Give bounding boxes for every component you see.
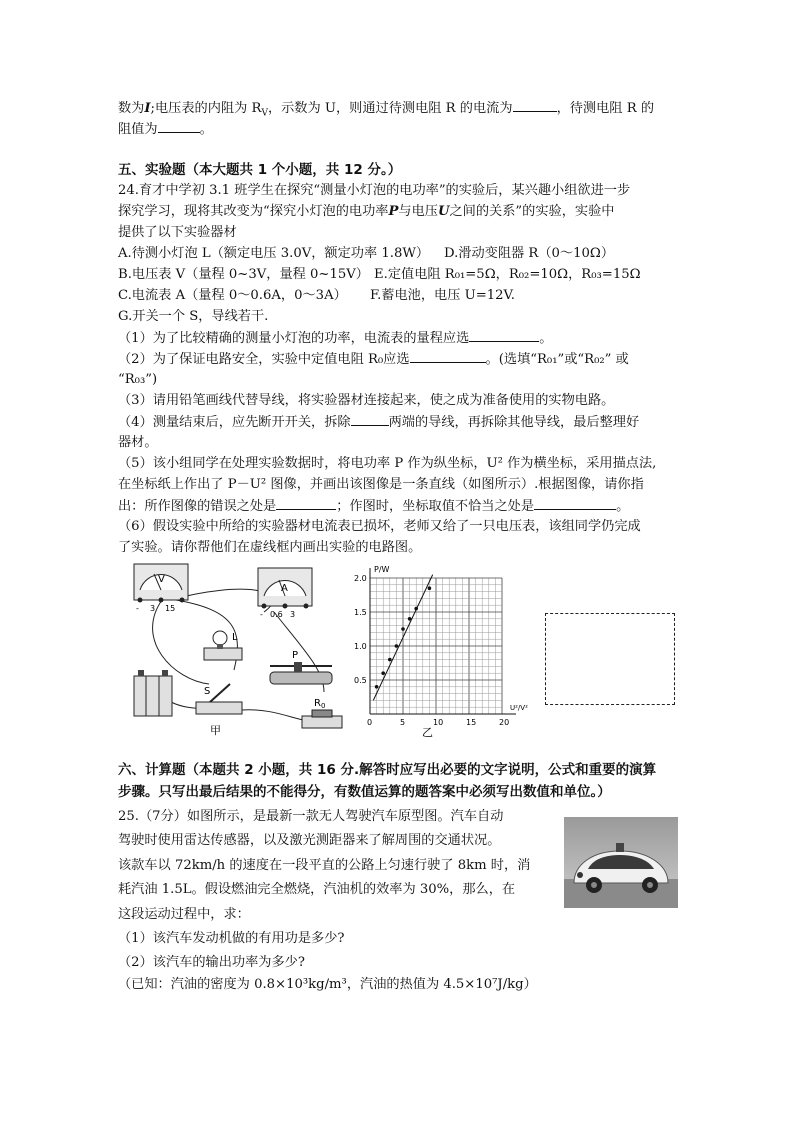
q25-known-values: （已知：汽油的密度为 0.8×10³kg/m³，汽油的热值为 4.5×10⁷J/kg） [118, 977, 537, 992]
part-5-line-2: 在坐标纸上作出了 P－U² 图像，并画出该图像是一条直线（如图所示）.根据图像，请你指 [118, 477, 644, 492]
text: （2）为了保证电路安全，实验中定值电阻 R₀应选 [118, 352, 410, 367]
x-tick-label: 0 [367, 718, 373, 727]
data-point [381, 671, 385, 675]
x-tick-label: 5 [400, 718, 406, 727]
part-4 [118, 412, 639, 433]
answer-blank[interactable] [534, 496, 616, 510]
voltmeter [134, 564, 188, 613]
part-3: （3）请用铅笔画线代替导线，将实验器材连接起来，使之成为准备使用的实物电路。 [118, 393, 615, 408]
data-point [388, 658, 392, 662]
q25-line-4: 耗汽油 1.5L。假设燃油完全燃烧，汽油机的效率为 30%，那么，在 [118, 882, 516, 897]
q24-line-2 [118, 202, 615, 222]
chart-axes [370, 568, 516, 714]
section-6-heading-2: 步骤。只写出最后结果的不能得分，有数值运算的题答案中必须写出数值和单位。） [118, 784, 611, 800]
text: ;电压表的内阻为 R [150, 101, 262, 116]
answer-blank[interactable] [351, 412, 389, 426]
self-driving-car-photo [564, 817, 678, 908]
text: 阻值为 [118, 122, 158, 137]
x-tick-label: 20 [499, 718, 510, 727]
current-symbol: I [144, 101, 151, 116]
part-6-line-2: 了实验。请你帮他们在虚线框内画出实验的电路图。 [118, 540, 422, 555]
text: 。 [199, 122, 213, 137]
terminal-label: 3 [290, 610, 296, 619]
text: 数为 [118, 101, 145, 116]
text: 两端的导线，再拆除其他导线，最后整理好 [388, 415, 640, 430]
y-tick-label: 2.0 [354, 574, 367, 583]
figure-b-caption: 乙 [422, 726, 433, 739]
lamp-label: L [232, 632, 238, 643]
q25-part-2: （2）该汽车的输出功率为多少? [118, 955, 305, 970]
chart-ticks [354, 574, 509, 727]
answer-blank[interactable] [158, 119, 200, 133]
data-point [428, 586, 432, 590]
part-4-cont: 器材。 [118, 435, 158, 450]
terminal-label: - [260, 610, 263, 619]
x-tick-label: 10 [433, 718, 444, 727]
ammeter-label: A [281, 583, 288, 594]
subscript: V [261, 108, 268, 119]
answer-blank[interactable] [469, 328, 539, 342]
equipment-G: G.开关一个 S，导线若干. [118, 309, 269, 324]
q25-line-5: 这段运动过程中，求： [118, 907, 250, 922]
text: 与电压 [398, 204, 438, 219]
text: 。 [616, 499, 630, 514]
y-tick-label: 1.5 [354, 608, 367, 617]
ammeter [258, 568, 312, 619]
part-5-line-3 [118, 496, 629, 517]
data-point [414, 607, 418, 611]
text: （1）为了比较精确的测量小灯泡的功率，电流表的量程应选 [118, 331, 470, 346]
text: 之间的关系”的实验，实验中 [449, 204, 615, 219]
equipment-E: E.定值电阻 R₀₁=5Ω，R₀₂=10Ω，R₀₃=15Ω [374, 267, 641, 282]
text: ，示数为 U，则通过待测电阻 R 的电流为 [267, 101, 513, 116]
data-point [408, 617, 412, 621]
part-6-line-1: （6）假设实验中所给的实验器材电流表已损坏，老师又给了一只电压表，该组同学仍完成 [118, 519, 641, 534]
answer-blank[interactable] [276, 496, 336, 510]
switch-label: S [204, 686, 211, 697]
equipment-D: D.滑动变阻器 R（0～10Ω） [444, 246, 615, 261]
answer-blank[interactable] [410, 349, 486, 363]
power-symbol: P [388, 204, 399, 219]
y-tick-label: 1.0 [354, 642, 367, 651]
figure-p-u2-chart [352, 560, 537, 740]
part-2 [118, 349, 629, 370]
q24-line-3: 提供了以下实验器材 [118, 225, 237, 240]
equipment-F: F.蓄电池，电压 U=12V. [370, 288, 515, 303]
q25-line-1: 25.（7分）如图所示，是最新一款无人驾驶汽车原型图。汽车自动 [118, 809, 504, 824]
battery [134, 670, 172, 716]
q24-line-1: 24.育才中学初 3.1 班学生在探究“测量小灯泡的电功率”的实验后，某兴趣小组欲进一步 [118, 183, 631, 198]
x-axis-label: U²/V² [510, 704, 528, 712]
q25-line-2: 驾驶时使用雷达传感器，以及激光测距器来了解周围的交通状况。 [118, 833, 501, 848]
part-5-line-1: （5）该小组同学在处理实验数据时，将电功率 P 作为纵坐标，U² 作为横坐标，采用描点法, [118, 456, 657, 471]
text: ，待测电阻 R 的 [556, 101, 655, 116]
q25-line-3: 该款车以 72km/h 的速度在一段平直的公路上匀速行驶了 8km 时，消 [118, 858, 531, 873]
text: 。(选填“R₀₁”或“R₀₂” 或 [485, 352, 629, 367]
equipment-A: A.待测小灯泡 L（额定电压 3.0V，额定功率 1.8W） [118, 246, 430, 261]
rheostat [270, 650, 332, 684]
section-5-heading: 五、实验题（本大题共 1 个小题，共 12 分。） [118, 162, 402, 178]
rheostat-label: P [292, 650, 299, 661]
voltage-symbol: U [437, 204, 450, 219]
figure-circuit-apparatus [124, 560, 346, 738]
data-point [395, 644, 399, 648]
answer-blank[interactable] [513, 98, 557, 112]
text: 出：所作图像的错误之处是 [118, 499, 277, 514]
y-axis-label: P/W [374, 565, 390, 574]
terminal-label: 15 [165, 604, 176, 613]
lamp [204, 631, 242, 660]
y-tick-label: 0.5 [354, 676, 367, 685]
chart-grid [370, 578, 502, 714]
data-point [375, 685, 379, 689]
x-tick-label: 15 [466, 718, 477, 727]
terminal-label: 0.6 [270, 610, 283, 619]
answer-drawing-box[interactable] [545, 613, 675, 705]
text: ；作图时，坐标取值不恰当之处是 [336, 499, 535, 514]
voltmeter-label: V [158, 574, 165, 585]
terminal-label: 3 [150, 604, 156, 613]
part-2-cont: “R₀₃”) [118, 372, 158, 387]
wire [153, 600, 209, 684]
terminal-label: - [136, 604, 139, 613]
equipment-B: B.电压表 V（量程 0~3V，量程 0~15V） [118, 267, 369, 282]
equipment-C: C.电流表 A（量程 0～0.6A，0～3A） [118, 288, 347, 303]
part-1 [118, 328, 552, 349]
top-line-2 [118, 119, 213, 140]
section-6-heading-1: 六、计算题（本题共 2 小题，共 16 分.解答时应写出必要的文字说明，公式和重要的演算 [118, 762, 657, 778]
data-point [401, 627, 405, 631]
text: 。 [539, 331, 553, 346]
fixed-resistor [302, 698, 342, 728]
switch [196, 684, 242, 714]
text: （4）测量结束后，应先断开开关，拆除 [118, 415, 351, 430]
resistor-label: $R_0$ [314, 698, 326, 710]
text: 探究学习，现将其改变为“探究小灯泡的电功率 [118, 204, 389, 219]
figure-a-caption: 甲 [210, 724, 221, 737]
q25-part-1: （1）该汽车发动机做的有用功是多少? [118, 931, 345, 946]
